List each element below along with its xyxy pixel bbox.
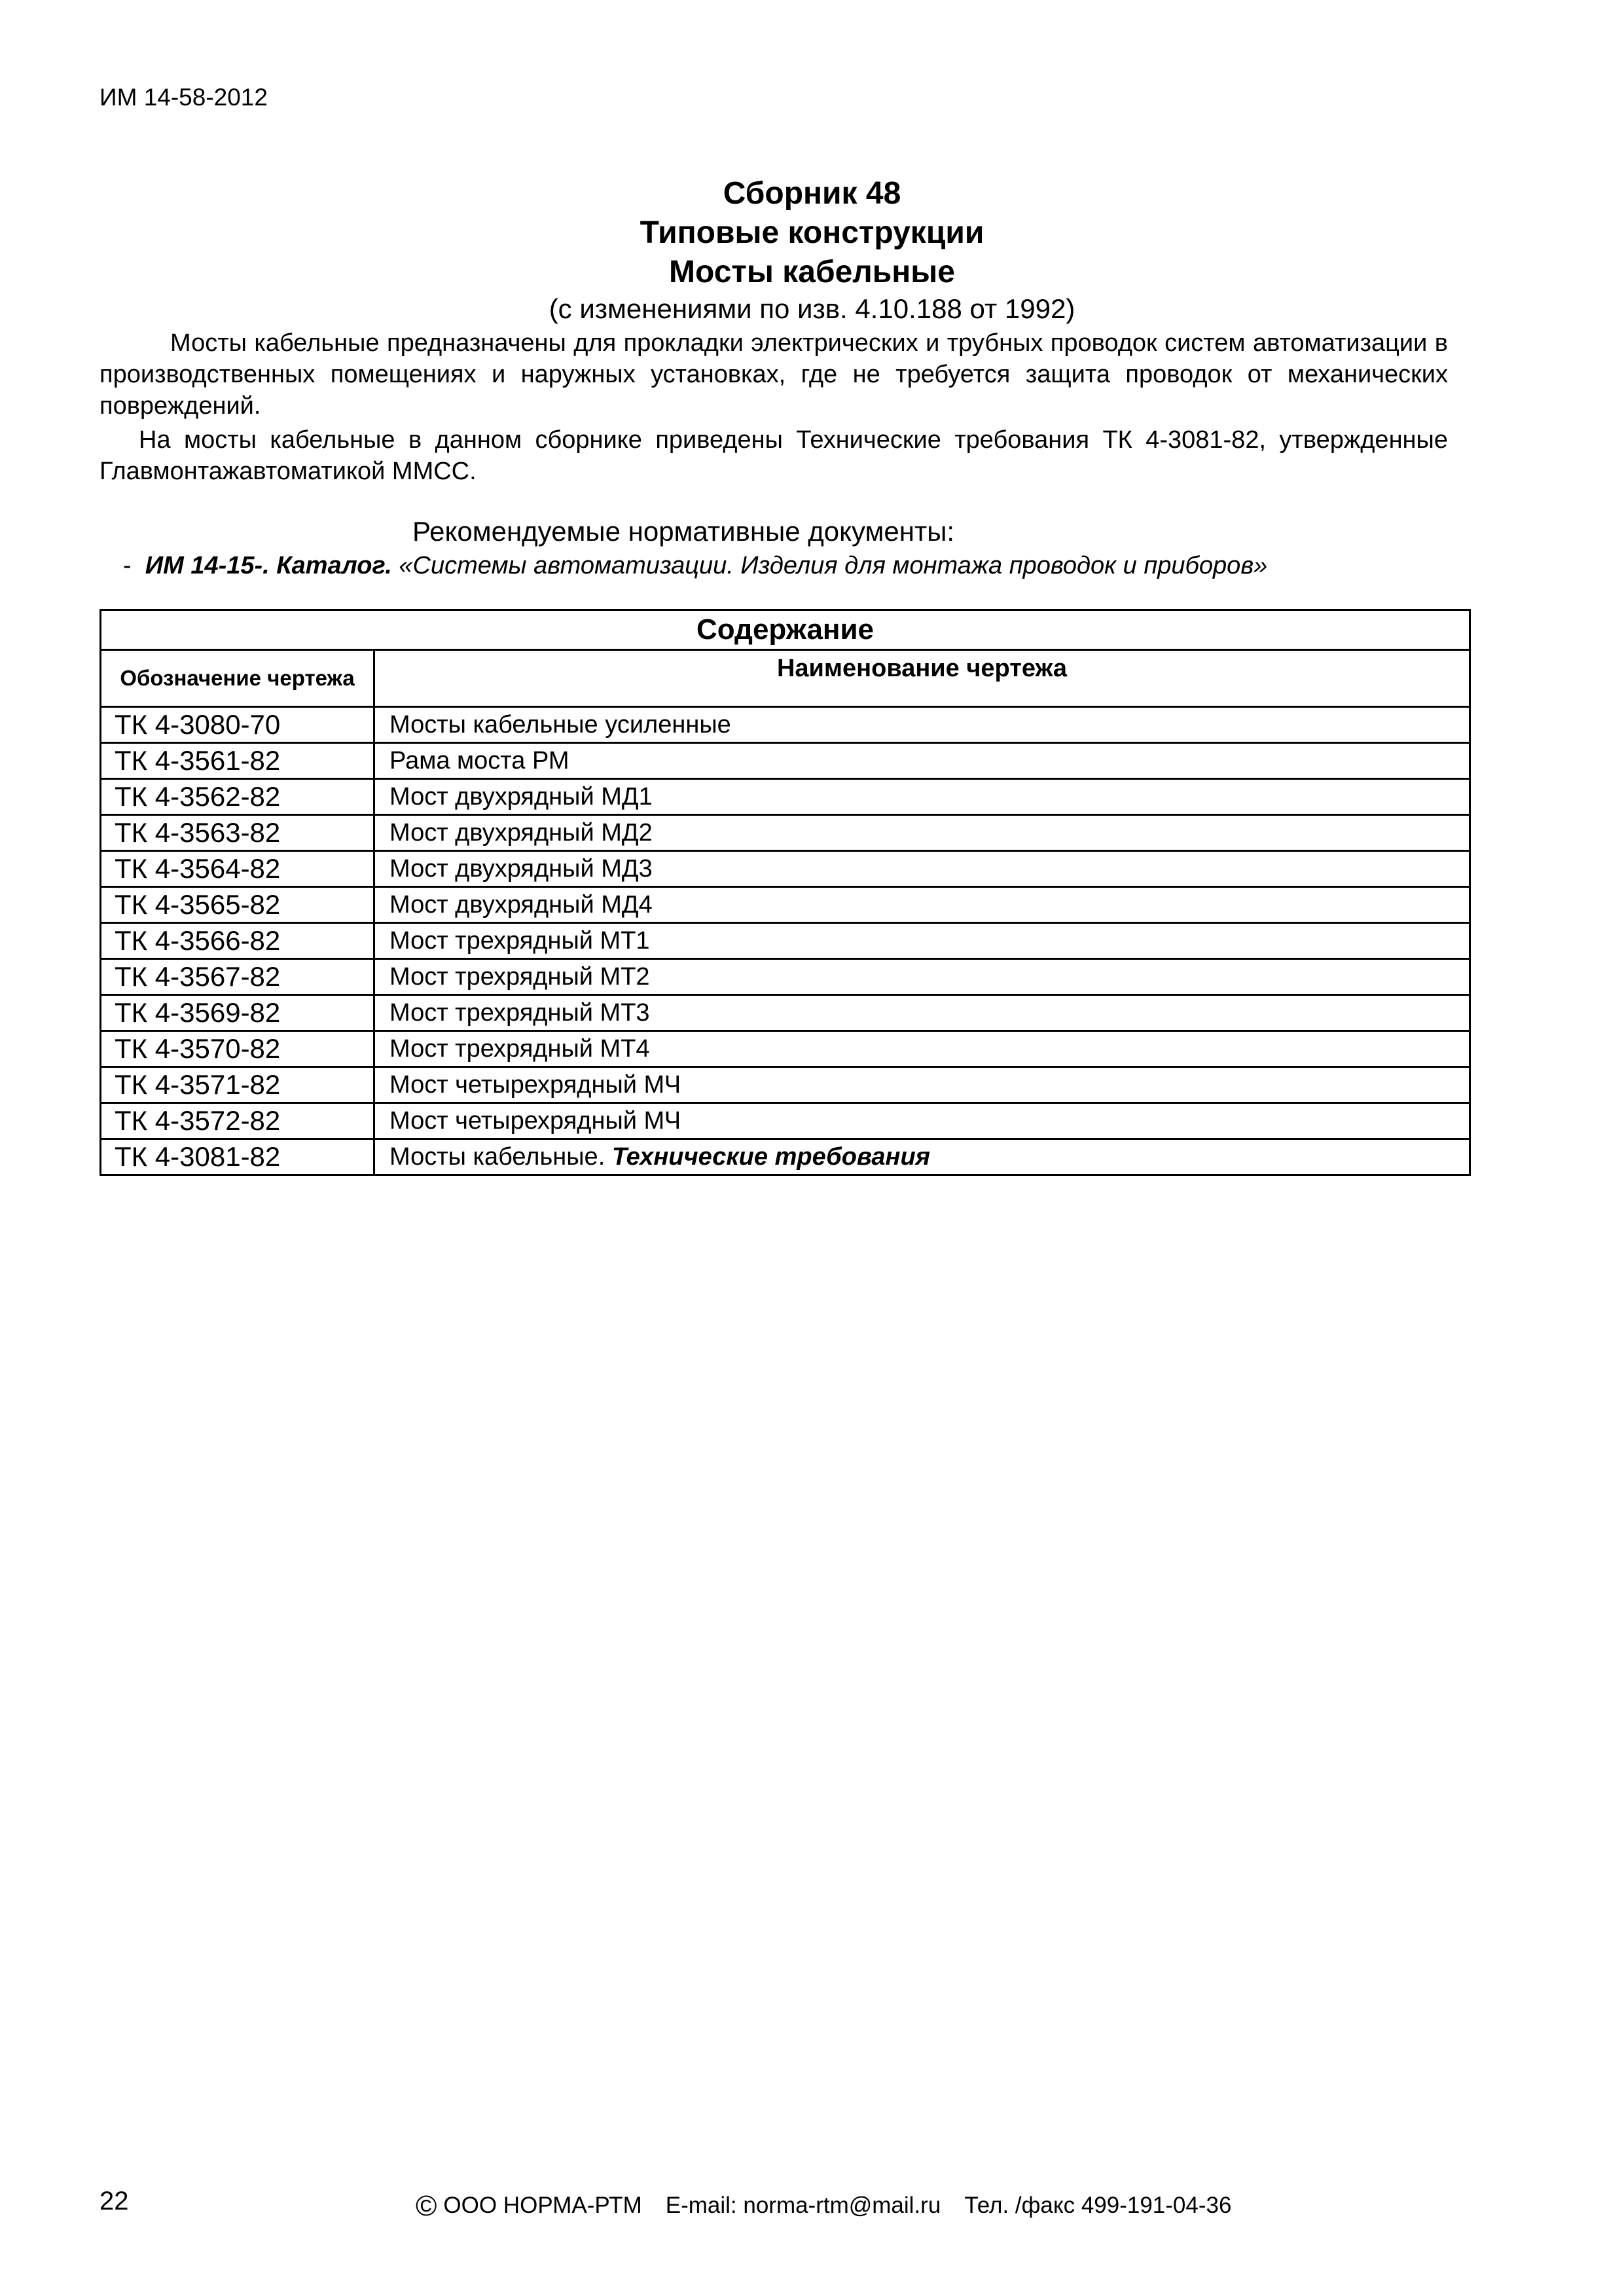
drawing-name-cell [374,1031,1470,1067]
drawing-name: Мост четырехрядный МЧ [389,1070,681,1099]
drawing-code: ТК 4-3563-82 [101,815,374,851]
drawing-code: ТК 4-3570-82 [101,1031,374,1067]
column-header-row [101,650,1470,707]
drawing-name: Мост четырехрядный МЧ [389,1106,681,1135]
reference-title: «Системы автоматизации. Изделия для монтажа проводок и приборов» [399,552,1268,579]
drawing-code: ТК 4-3564-82 [101,851,374,887]
drawing-name-cell [374,959,1470,995]
company-name: ООО НОРМА-РТМ [443,2193,642,2218]
drawing-code: ТК 4-3080-70 [101,707,374,743]
changes-note: (с изменениями по изв. 4.10.188 от 1992) [549,293,1075,324]
document-code: ИМ 14-58-2012 [99,84,268,111]
table-row [101,779,1470,815]
drawing-code: ТК 4-3562-82 [101,779,374,815]
table-row [101,743,1470,779]
column-header-name: Наименование чертежа [374,650,1470,707]
table-row [101,923,1470,959]
email: E-mail: norma-rtm@mail.ru [665,2193,941,2218]
table-row [101,887,1470,923]
drawing-name: Мост двухрядный МД2 [389,818,653,847]
subject-title: Мосты кабельные [669,255,955,289]
drawing-name: Мост трехрядный МТ3 [389,998,650,1027]
contents-title-row [101,610,1470,650]
table-row [101,959,1470,995]
drawing-name: Мост двухрядный МД4 [389,890,653,919]
drawing-name-cell [374,1139,1470,1175]
table-row [101,1103,1470,1139]
drawing-name: Мост трехрядный МТ1 [389,926,650,955]
table-row [101,851,1470,887]
reference-code: ИМ 14-15-. Каталог. [145,552,392,579]
drawing-name-cell [374,743,1470,779]
drawing-code: ТК 4-3565-82 [101,887,374,923]
contents-table [99,609,1471,1176]
drawing-name-cell [374,887,1470,923]
table-row [101,707,1470,743]
drawing-name: Мост двухрядный МД3 [389,854,653,883]
type-title: Типовые конструкции [640,215,984,250]
collection-title: Сборник 48 [723,176,901,211]
drawing-code: ТК 4-3572-82 [101,1103,374,1139]
table-row [101,995,1470,1031]
drawing-name-cell [374,707,1470,743]
drawing-name: Мосты кабельные усиленные [389,710,731,738]
column-header-code: Обозначение чертежа [101,650,374,707]
drawing-name-cell [374,1067,1470,1103]
reference-line [123,552,1267,580]
drawing-name: Мост двухрядный МД1 [389,782,653,811]
drawing-name: Мост трехрядный МТ2 [389,962,650,991]
recommended-docs-heading: Рекомендуемые нормативные документы: [412,516,955,547]
copyright-icon: © [416,2190,437,2222]
drawing-code: ТК 4-3571-82 [101,1067,374,1103]
drawing-name-cell [374,779,1470,815]
drawing-code: ТК 4-3569-82 [101,995,374,1031]
drawing-code: ТК 4-3567-82 [101,959,374,995]
drawing-code: ТК 4-3081-82 [101,1139,374,1175]
footer [416,2190,1231,2223]
drawing-name-cell [374,995,1470,1031]
table-row [101,1067,1470,1103]
phone: Тел. /факс 499-191-04-36 [964,2193,1232,2218]
table-row [101,1139,1470,1175]
drawing-name-cell [374,1103,1470,1139]
page-number: 22 [99,2187,129,2215]
drawing-name-cell [374,851,1470,887]
drawing-name: Рама моста РМ [389,746,569,774]
contents-title: Содержание [101,610,1470,650]
drawing-code: ТК 4-3566-82 [101,923,374,959]
drawing-name-cell [374,923,1470,959]
requirements-paragraph: На мосты кабельные в данном сборнике приведены Технические требования ТК 4-3081-82, утвержденные Главмонтажавтоматикой ММСС. [99,426,1448,485]
intro-paragraph: Мосты кабельные предназначены для прокладки электрических и трубных проводок систем автоматизации в производственных помещениях и наружных установках, где не требуется защита проводок от механических повреждений. [99,329,1448,420]
drawing-name-suffix: Технические требования [611,1142,931,1171]
table-row [101,815,1470,851]
drawing-name: Мост трехрядный МТ4 [389,1034,650,1063]
drawing-name: Мосты кабельные. [389,1142,605,1171]
drawing-name-cell [374,815,1470,851]
drawing-code: ТК 4-3561-82 [101,743,374,779]
table-row [101,1031,1470,1067]
reference-dash: - [123,552,132,579]
